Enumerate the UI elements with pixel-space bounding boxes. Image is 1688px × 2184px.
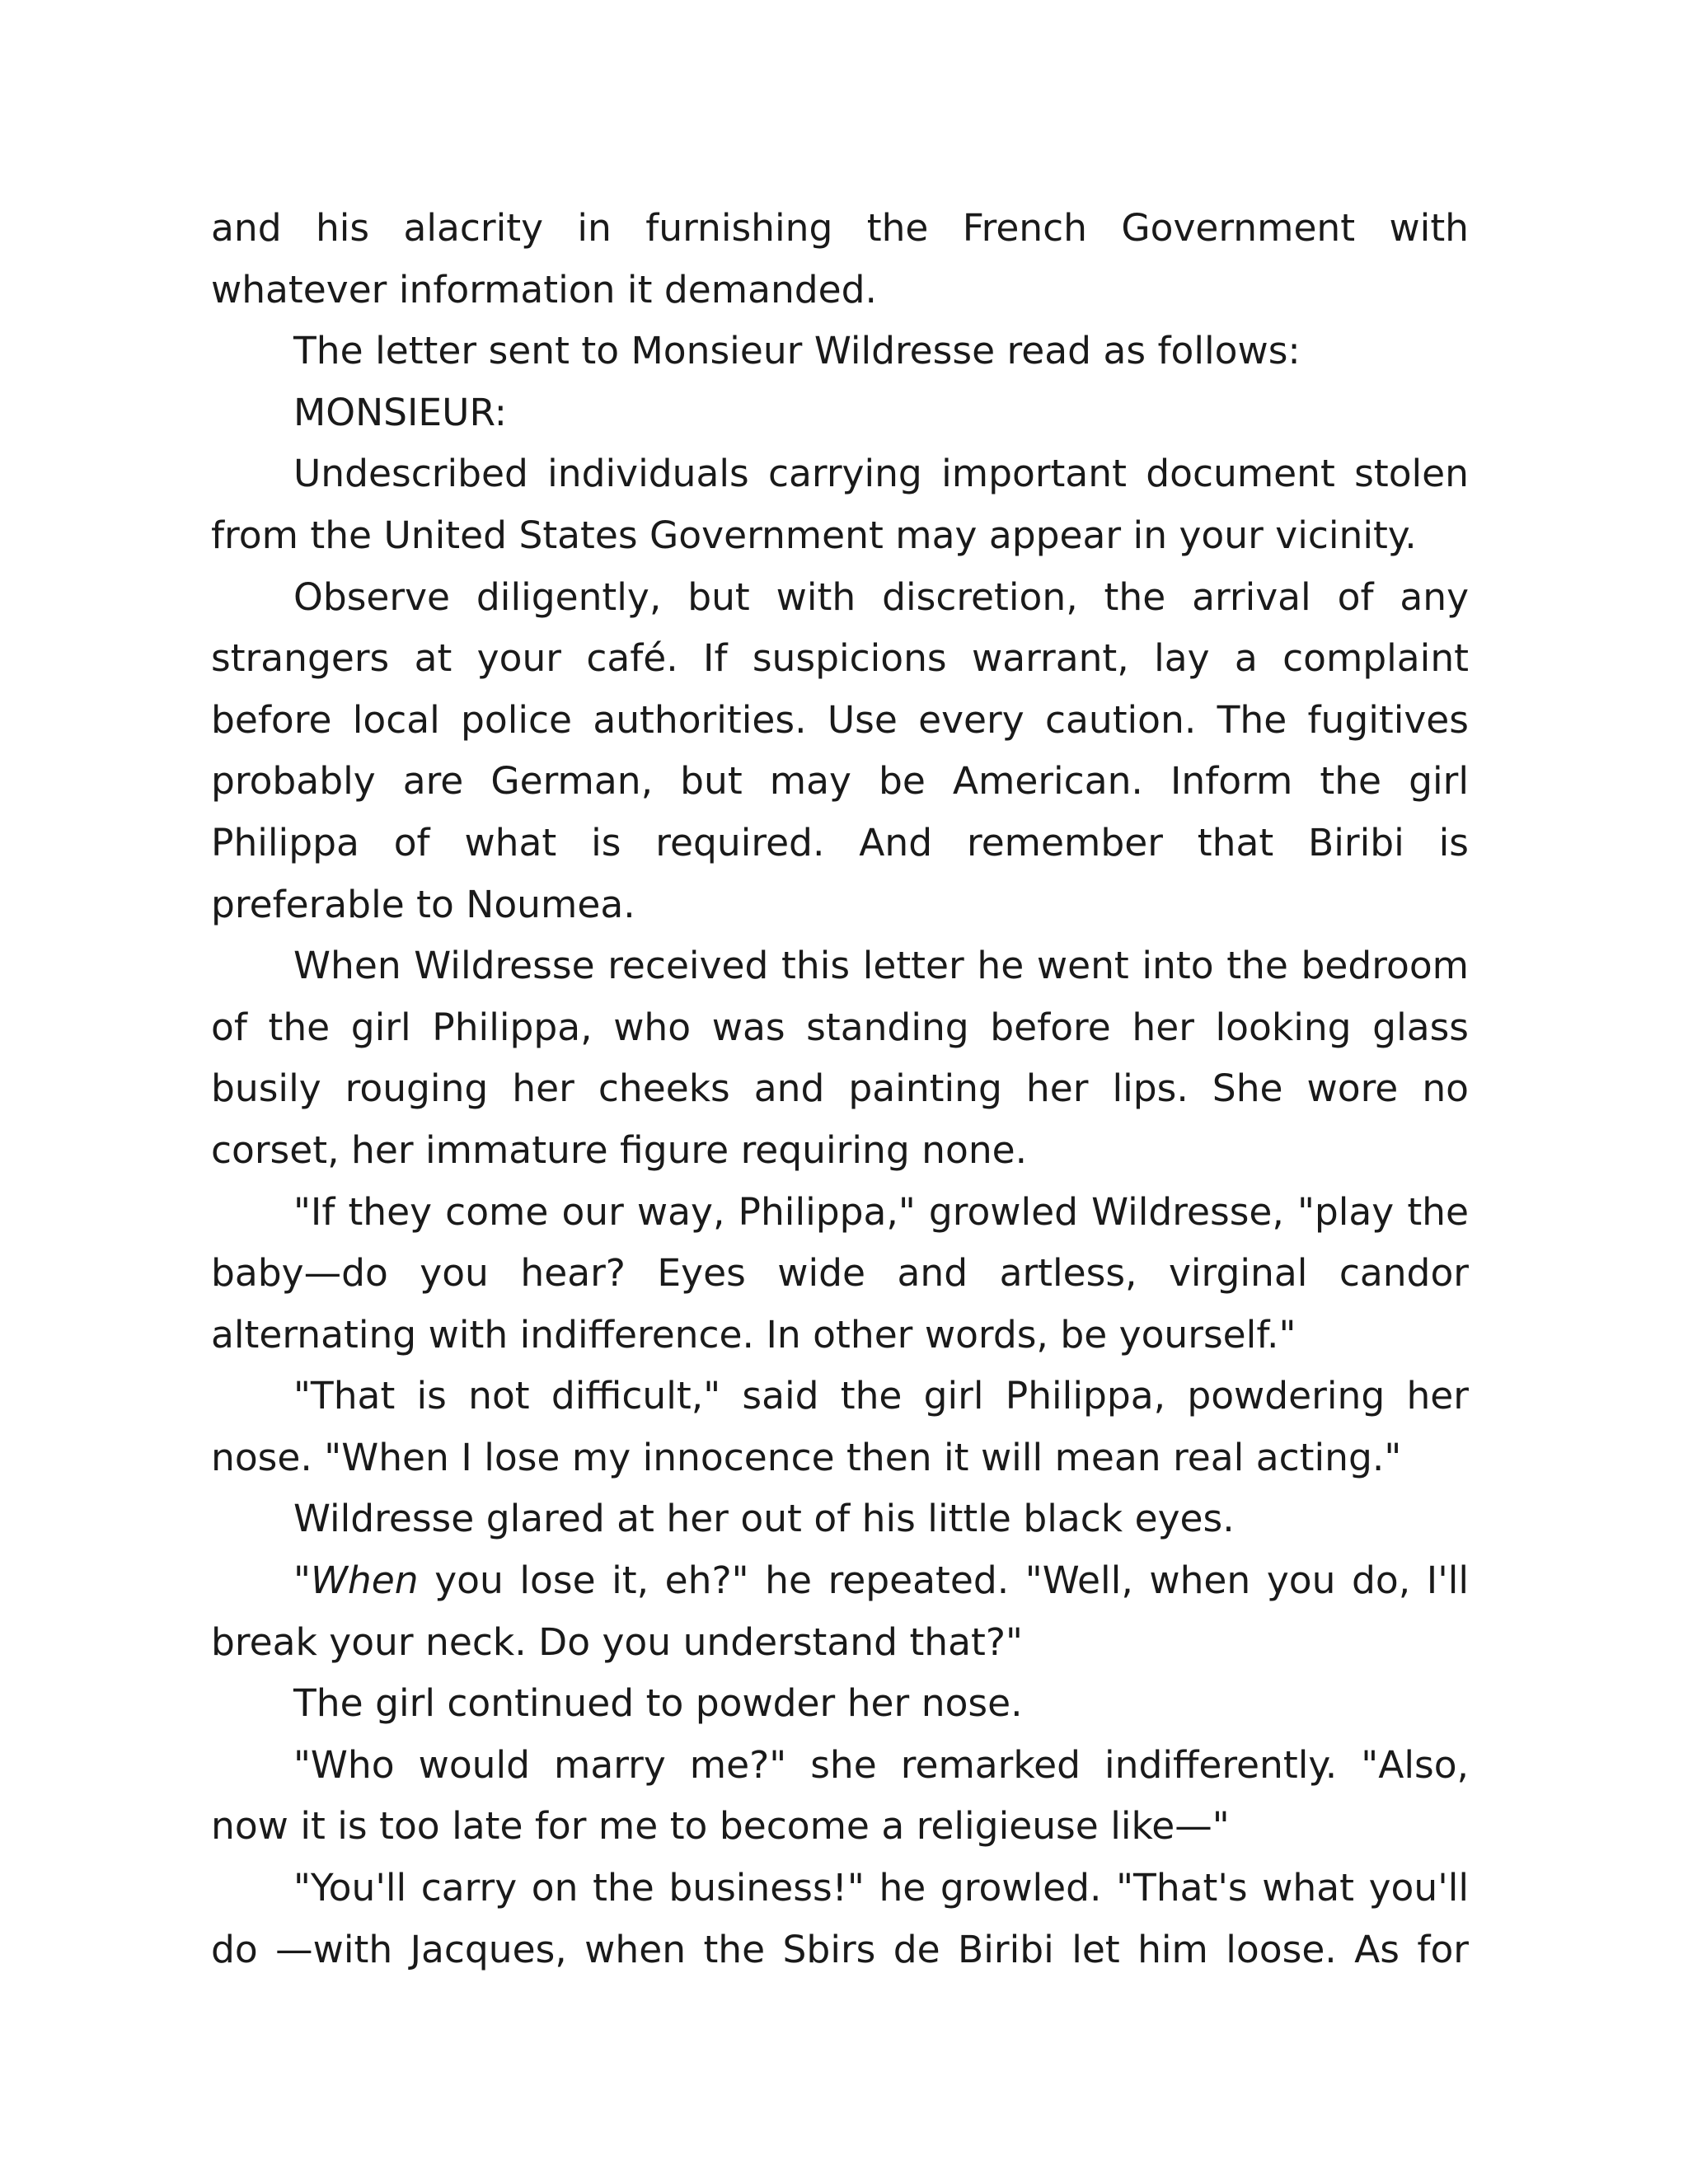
paragraph: When Wildresse received this letter he went into the bedroom of the girl Philippa, who was standing before her looking glass busily rouging her cheeks and painting her lips. She wore no corset, her immature figure requiring none. [211,944,1469,1172]
dialogue-paragraph: "That is not difficult," said the girl Philippa, powdering her nose. "When I lose my innocence then it will mean real acting." [211,1374,1469,1479]
dialogue-paragraph: "If they come our way, Philippa," growled Wildresse, "play the baby—do you hear? Eyes wide and artless, virginal candor alternating with indifference. In other words, be yourself." [211,1189,1469,1357]
paragraph-rest: you lose it, eh?" he repeated. "Well, when you do, I'll break your neck. Do you understand that?" [211,1558,1469,1664]
document-page [211,198,1469,1980]
letter-paragraph: Undescribed individuals carrying important document stolen from the United States Government may appear in your vicinity. [211,452,1469,557]
paragraph: and his alacrity in furnishing the French Government with whatever information it demanded. [211,206,1469,312]
letter-paragraph: Observe diligently, but with discretion, the arrival of any strangers at your café. If suspicions warrant, lay a complaint before local police authorities. Use every caution. The fugitives probably are German, but may be American. Inform the girl Philippa of what is required. And remember that Biribi is preferable to Noumea. [211,574,1469,926]
dialogue-paragraph: "You'll carry on the business!" he growled. "That's what you'll do —with Jacques, when the Sbirs de Biribi let him loose. As for [211,1866,1469,1971]
open-quote: " [293,1558,311,1603]
paragraph: The letter sent to Monsieur Wildresse read as follows: [293,329,1301,373]
letter-salutation: MONSIEUR: [293,390,508,434]
paragraph: The girl continued to powder her nose. [293,1681,1023,1726]
dialogue-paragraph [211,1550,1469,1673]
dialogue-paragraph: "Who would marry me?" she remarked indifferently. "Also, now it is too late for me to become a religieuse like—" [211,1742,1469,1849]
italic-word: When [310,1558,419,1603]
paragraph: Wildresse glared at her out of his little black eyes. [293,1497,1235,1541]
